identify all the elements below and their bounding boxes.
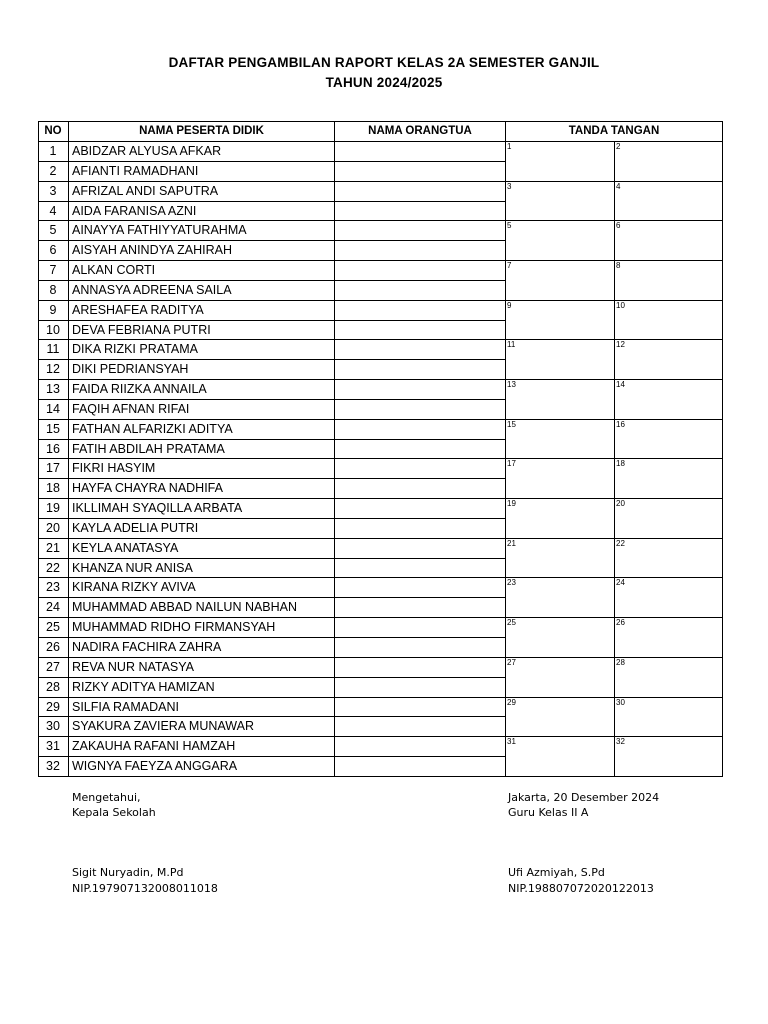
- student-name: ALKAN CORTI: [72, 263, 156, 278]
- signature-slot-number: 18: [616, 459, 625, 469]
- student-name: WIGNYA FAEYZA ANGGARA: [72, 759, 238, 774]
- grid-line: [38, 359, 506, 360]
- student-name: FATIH ABDILAH PRATAMA: [72, 441, 225, 456]
- grid-line: [38, 399, 506, 400]
- signature-slot-number: 23: [507, 578, 516, 588]
- row-number: 20: [46, 520, 60, 535]
- signature-slot-number: 21: [507, 538, 516, 548]
- grid-line: [38, 419, 506, 420]
- row-number: 17: [46, 461, 60, 476]
- grid-line: [38, 458, 506, 459]
- signature-slot-number: 4: [616, 181, 621, 191]
- student-name: ARESHAFEA RADITYA: [72, 302, 204, 317]
- grid-line: [334, 121, 335, 777]
- row-number: 10: [46, 322, 60, 337]
- row-number: 27: [46, 659, 60, 674]
- grid-line: [38, 478, 506, 479]
- student-name: DIKA RIZKI PRATAMA: [72, 342, 198, 357]
- signature-slot-number: 26: [616, 618, 625, 628]
- grid-line: [614, 141, 615, 777]
- signature-slot-number: 25: [507, 618, 516, 628]
- grid-line: [38, 577, 506, 578]
- principal-nip: NIP.197907132008011018: [72, 882, 218, 895]
- signature-slot-number: 16: [616, 419, 625, 429]
- grid-line: [38, 240, 506, 241]
- student-name: AISYAH ANINDYA ZAHIRAH: [72, 243, 232, 258]
- signature-slot-number: 31: [507, 737, 516, 747]
- row-number: 32: [46, 759, 60, 774]
- grid-line: [38, 379, 506, 380]
- student-name: HAYFA CHAYRA NADHIFA: [72, 481, 223, 496]
- row-number: 22: [46, 560, 60, 575]
- row-number: 11: [46, 342, 60, 357]
- grid-line: [38, 121, 723, 122]
- signature-slot-number: 7: [507, 261, 512, 271]
- grid-line: [38, 637, 506, 638]
- student-name: RIZKY ADITYA HAMIZAN: [72, 679, 215, 694]
- row-number: 1: [49, 144, 57, 158]
- grid-line: [38, 558, 506, 559]
- signature-slot-number: 1: [507, 142, 512, 151]
- row-number: 25: [46, 620, 60, 635]
- student-name: FAIDA RIIZKA ANNAILA: [72, 382, 207, 397]
- grid-line: [38, 617, 506, 618]
- signature-slot-number: 11: [507, 340, 516, 350]
- student-name: ANNASYA ADREENA SAILA: [72, 282, 232, 297]
- grid-line: [38, 716, 506, 717]
- grid-line: [722, 121, 723, 777]
- grid-line: [38, 776, 506, 777]
- signature-slot-number: 2: [616, 142, 621, 151]
- acknowledged-label: Mengetahui,: [72, 791, 141, 804]
- student-name: SILFIA RAMADANI: [72, 699, 179, 714]
- student-name: FAQIH AFNAN RIFAI: [72, 401, 190, 416]
- student-name: MUHAMMAD RIDHO FIRMANSYAH: [72, 620, 276, 635]
- student-name: FATHAN ALFARIZKI ADITYA: [72, 421, 233, 436]
- row-number: 21: [46, 540, 60, 555]
- grid-line: [68, 121, 69, 777]
- signature-slot-number: 3: [507, 181, 512, 191]
- grid-line: [505, 121, 506, 777]
- grid-line: [38, 181, 506, 182]
- title-line-1: DAFTAR PENGAMBILAN RAPORT KELAS 2A SEMESTER GANJIL: [168, 55, 600, 70]
- row-number: 9: [49, 302, 57, 317]
- row-number: 14: [46, 401, 60, 416]
- student-name: AFRIZAL ANDI SAPUTRA: [72, 183, 219, 198]
- title-line-2: TAHUN 2024/2025: [325, 75, 443, 90]
- grid-line: [38, 518, 506, 519]
- row-number: 13: [46, 382, 60, 397]
- signature-slot-number: 27: [507, 657, 516, 667]
- signature-slot-number: 29: [507, 697, 516, 707]
- row-number: 6: [49, 243, 57, 258]
- row-number: 28: [46, 679, 60, 694]
- grid-line: [38, 439, 506, 440]
- signature-slot-number: 9: [507, 300, 512, 310]
- grid-line: [38, 677, 506, 678]
- signature-slot-number: 6: [616, 221, 621, 231]
- student-name: AINAYYA FATHIYYATURAHMA: [72, 223, 247, 238]
- signature-slot-number: 20: [616, 499, 625, 509]
- student-name: REVA NUR NATASYA: [72, 659, 195, 674]
- signature-slot-number: 24: [616, 578, 625, 588]
- grid-line: [38, 280, 506, 281]
- row-number: 26: [46, 640, 60, 654]
- student-name: DIKI PEDRIANSYAH: [72, 362, 189, 377]
- header-parent-name: NAMA ORANGTUA: [368, 125, 472, 137]
- student-name: KEYLA ANATASYA: [72, 540, 179, 555]
- row-number: 4: [49, 203, 57, 218]
- student-name: SYAKURA ZAVIERA MUNAWAR: [72, 719, 254, 734]
- signature-slot-number: 10: [616, 300, 625, 310]
- grid-line: [38, 736, 506, 737]
- grid-line: [38, 141, 723, 142]
- grid-line: [38, 161, 506, 162]
- signature-slot-number: 14: [616, 380, 625, 390]
- signature-slot-number: 15: [507, 419, 516, 429]
- grid-line: [38, 498, 506, 499]
- grid-line: [38, 756, 506, 757]
- row-number: 31: [46, 739, 60, 754]
- grid-line: [38, 657, 506, 658]
- student-name: NADIRA FACHIRA ZAHRA: [72, 640, 222, 654]
- signature-slot-number: 19: [507, 499, 516, 509]
- row-number: 18: [46, 481, 60, 496]
- grid-line: [38, 320, 506, 321]
- header-no: NO: [44, 125, 62, 137]
- student-name: AFIANTI RAMADHANI: [72, 163, 199, 178]
- teacher-name: Ufi Azmiyah, S.Pd: [508, 866, 605, 879]
- grid-line: [38, 697, 506, 698]
- row-number: 7: [49, 263, 57, 278]
- row-number: 23: [46, 580, 60, 595]
- student-name: DEVA FEBRIANA PUTRI: [72, 322, 211, 337]
- grid-line: [38, 339, 506, 340]
- grid-line: [38, 201, 506, 202]
- header-student-name: NAMA PESERTA DIDIK: [139, 125, 264, 137]
- signature-slot-number: 30: [616, 697, 625, 707]
- grid-line: [38, 538, 506, 539]
- place-date: Jakarta, 20 Desember 2024: [508, 791, 660, 804]
- grid-line: [38, 220, 506, 221]
- student-name: MUHAMMAD ABBAD NAILUN NABHAN: [72, 600, 298, 615]
- student-name: ZAKAUHA RAFANI HAMZAH: [72, 739, 236, 754]
- student-name: KIRANA RIZKY AVIVA: [72, 580, 196, 595]
- student-name: KAYLA ADELIA PUTRI: [72, 520, 199, 535]
- principal-title: Kepala Sekolah: [72, 806, 156, 819]
- student-name: FIKRI HASYIM: [72, 461, 156, 476]
- signature-slot-number: 5: [507, 221, 512, 231]
- row-number: 30: [46, 719, 60, 734]
- row-number: 16: [46, 441, 60, 456]
- grid-line: [38, 260, 506, 261]
- principal-name: Sigit Nuryadin, M.Pd: [72, 866, 184, 879]
- signature-slot-number: 28: [616, 657, 625, 667]
- signature-slot-number: 12: [616, 340, 625, 350]
- row-number: 15: [46, 421, 60, 436]
- signature-slot-number: 8: [616, 261, 621, 271]
- row-number: 12: [46, 362, 60, 377]
- row-number: 5: [49, 223, 57, 238]
- signature-slot-number: 17: [507, 459, 516, 469]
- row-number: 2: [49, 163, 57, 178]
- grid-line: [38, 597, 506, 598]
- signature-slot-number: 22: [616, 538, 625, 548]
- student-name: AIDA FARANISA AZNI: [72, 203, 197, 218]
- student-name: ABIDZAR ALYUSA AFKAR: [72, 144, 222, 158]
- row-number: 24: [46, 600, 60, 615]
- signature-slot-number: 13: [507, 380, 516, 390]
- grid-line: [38, 300, 506, 301]
- teacher-title: Guru Kelas II A: [508, 806, 589, 819]
- row-number: 3: [49, 183, 57, 198]
- student-name: IKLLIMAH SYAQILLA ARBATA: [72, 501, 243, 516]
- grid-line: [38, 121, 39, 777]
- header-signature: TANDA TANGAN: [568, 125, 660, 137]
- signature-slot-number: 32: [616, 737, 625, 747]
- student-name: KHANZA NUR ANISA: [72, 560, 193, 575]
- row-number: 19: [46, 501, 60, 516]
- teacher-nip: NIP.198807072020122013: [508, 882, 654, 895]
- row-number: 8: [49, 282, 57, 297]
- row-number: 29: [46, 699, 60, 714]
